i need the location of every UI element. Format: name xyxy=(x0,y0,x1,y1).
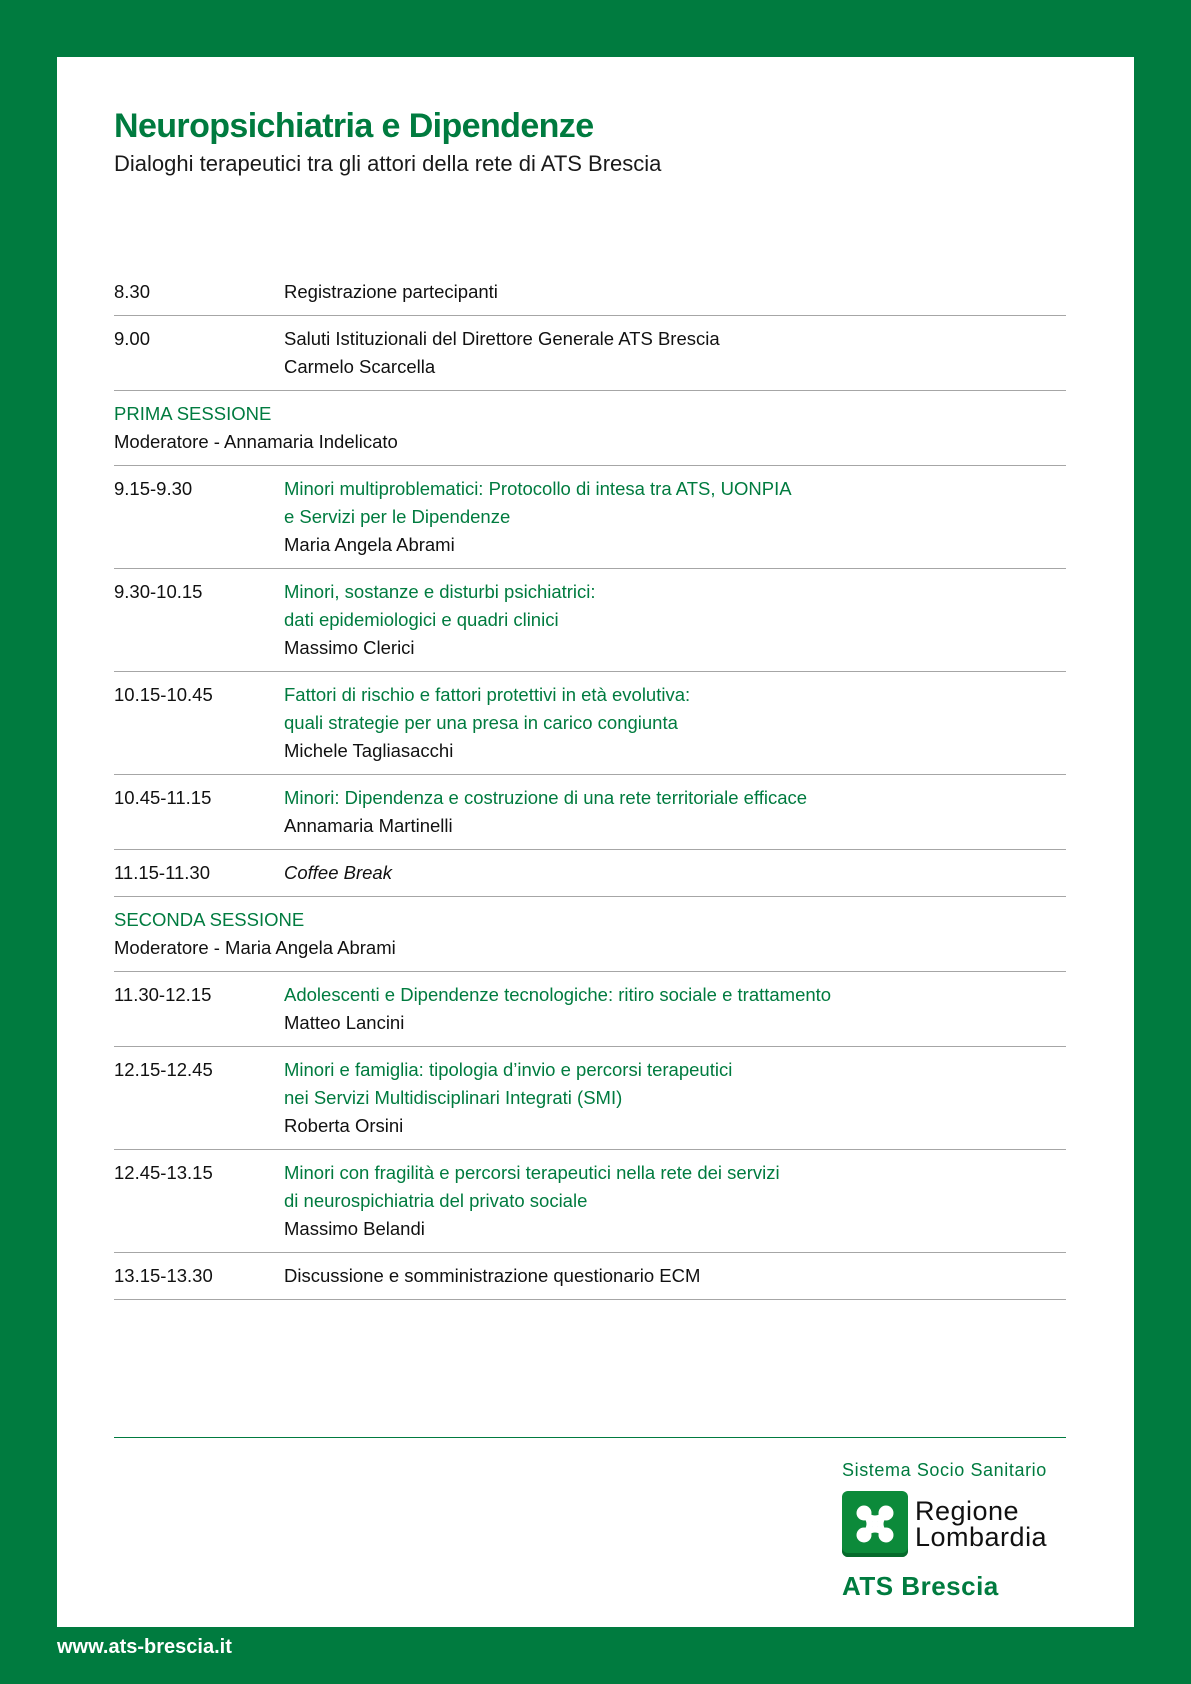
talk-title: dati epidemiologici e quadri clinici xyxy=(284,609,559,630)
slot-time: 8.30 xyxy=(114,281,151,302)
slot-content xyxy=(284,325,1066,381)
page-title: Neuropsichiatria e Dipendenze xyxy=(114,107,594,145)
program-row xyxy=(114,316,1066,391)
slot-text: Michele Tagliasacchi xyxy=(284,740,454,761)
talk-title: quali strategie per una presa in carico congiunta xyxy=(284,712,678,733)
slot-time: 9.30-10.15 xyxy=(114,581,203,602)
slot-content xyxy=(284,784,1066,840)
talk-title: nei Servizi Multidisciplinari Integrati (SMI) xyxy=(284,1087,623,1108)
slot-text: Roberta Orsini xyxy=(284,1115,404,1136)
talk-title: Adolescenti e Dipendenze tecnologiche: ritiro sociale e trattamento xyxy=(284,984,832,1005)
session-moderator: Moderatore - Maria Angela Abrami xyxy=(114,937,396,958)
slot-text: Matteo Lancini xyxy=(284,1012,405,1033)
slot-text: Massimo Clerici xyxy=(284,637,415,658)
slot-text: Annamaria Martinelli xyxy=(284,815,453,836)
website-link[interactable]: www.ats-brescia.it xyxy=(57,1636,232,1658)
slot-text: Registrazione partecipanti xyxy=(284,281,498,302)
slot-content xyxy=(284,278,1066,306)
program-row xyxy=(114,850,1066,897)
regione-lombardia-wordmark xyxy=(915,1498,1047,1550)
talk-title: Minori con fragilità e percorsi terapeutici nella rete dei servizi xyxy=(284,1162,780,1183)
slot-content xyxy=(284,859,1066,887)
slot-content xyxy=(284,475,1066,559)
agency-name: ATS Brescia xyxy=(842,1571,999,1601)
slot-text: Carmelo Scarcella xyxy=(284,356,436,377)
program-sheet xyxy=(57,57,1134,1627)
slot-time: 13.15-13.30 xyxy=(114,1265,213,1286)
footer-divider xyxy=(114,1437,1066,1438)
talk-title: Minori, sostanze e disturbi psichiatrici: xyxy=(284,581,596,602)
region-line-1: Regione xyxy=(915,1496,1020,1526)
slot-time: 9.00 xyxy=(114,328,151,349)
regione-lombardia-logo xyxy=(842,1491,1066,1557)
program-table xyxy=(114,269,1066,1300)
program-row xyxy=(114,466,1066,569)
program-row xyxy=(114,1150,1066,1253)
slot-time: 12.45-13.15 xyxy=(114,1162,213,1183)
slot-content xyxy=(284,681,1066,765)
slot-time: 11.15-11.30 xyxy=(114,862,211,883)
slot-content xyxy=(284,1262,1066,1290)
program-row xyxy=(114,775,1066,850)
session-title: SECONDA SESSIONE xyxy=(114,909,305,930)
slot-time: 11.30-12.15 xyxy=(114,984,212,1005)
talk-title: e Servizi per le Dipendenze xyxy=(284,506,511,527)
program-row xyxy=(114,569,1066,672)
session-header xyxy=(114,897,1066,972)
slot-time: 10.45-11.15 xyxy=(114,787,212,808)
logo-block xyxy=(842,1460,1066,1602)
program-row xyxy=(114,269,1066,316)
talk-title: Minori e famiglia: tipologia d’invio e percorsi terapeutici xyxy=(284,1059,733,1080)
session-title: PRIMA SESSIONE xyxy=(114,403,272,424)
slot-text: Saluti Istituzionali del Direttore Generale ATS Brescia xyxy=(284,328,720,349)
talk-title: Minori multiproblematici: Protocollo di intesa tra ATS, UONPIA xyxy=(284,478,792,499)
slot-text: Massimo Belandi xyxy=(284,1218,425,1239)
program-row xyxy=(114,1047,1066,1150)
slot-content xyxy=(284,1159,1066,1243)
program-row xyxy=(114,1253,1066,1300)
slot-content xyxy=(284,578,1066,662)
program-row xyxy=(114,672,1066,775)
break-label: Coffee Break xyxy=(284,862,392,883)
rosa-camuna-icon xyxy=(842,1491,908,1557)
program-row xyxy=(114,972,1066,1047)
slot-time: 12.15-12.45 xyxy=(114,1059,213,1080)
talk-title: Fattori di rischio e fattori protettivi in età evolutiva: xyxy=(284,684,691,705)
session-header xyxy=(114,391,1066,466)
slot-text: Discussione e somministrazione questionario ECM xyxy=(284,1265,701,1286)
system-label: Sistema Socio Sanitario xyxy=(842,1460,1047,1480)
slot-text: Maria Angela Abrami xyxy=(284,534,455,555)
page-subtitle: Dialoghi terapeutici tra gli attori della rete di ATS Brescia xyxy=(114,151,662,176)
session-moderator: Moderatore - Annamaria Indelicato xyxy=(114,431,398,452)
talk-title: Minori: Dipendenza e costruzione di una rete territoriale efficace xyxy=(284,787,808,808)
slot-content xyxy=(284,1056,1066,1140)
slot-time: 10.15-10.45 xyxy=(114,684,213,705)
talk-title: di neurospichiatria del privato sociale xyxy=(284,1190,588,1211)
slot-content xyxy=(284,981,1066,1037)
slot-time: 9.15-9.30 xyxy=(114,478,193,499)
region-line-2: Lombardia xyxy=(915,1522,1048,1552)
